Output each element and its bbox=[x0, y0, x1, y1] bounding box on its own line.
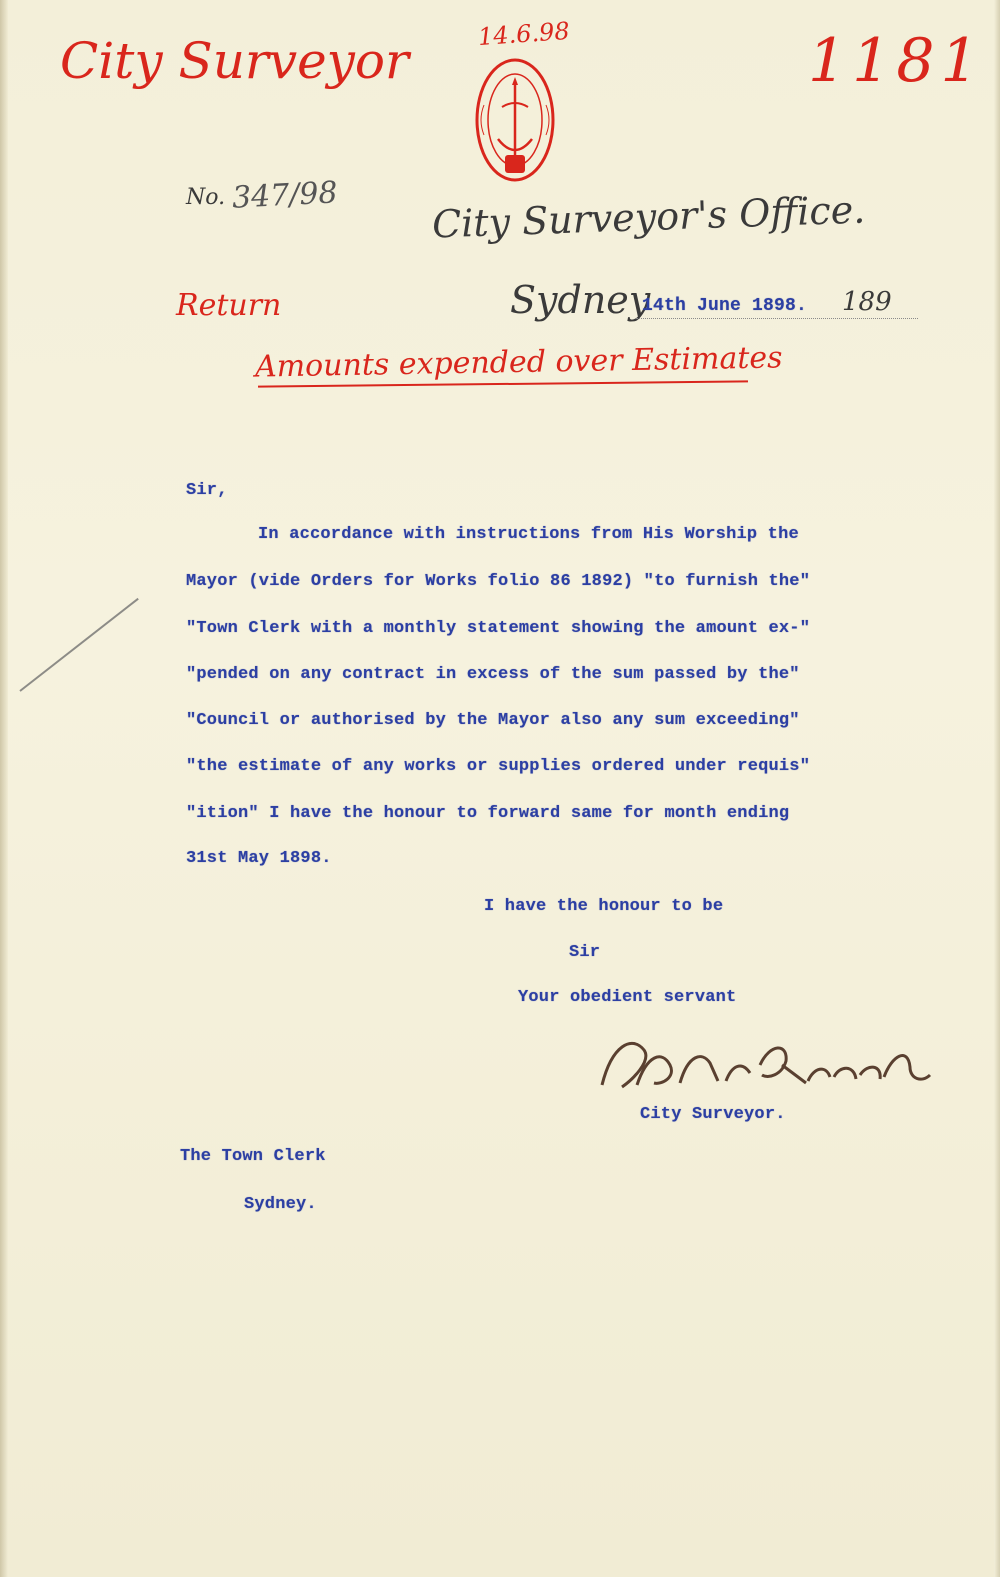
closing-line: I have the honour to be bbox=[484, 897, 724, 916]
body-line: In accordance with instructions from His Worship the bbox=[258, 525, 799, 544]
signatory-title: City Surveyor. bbox=[640, 1105, 786, 1124]
letter-date: 14th June 1898. bbox=[642, 296, 808, 316]
paper-edge-left bbox=[0, 0, 8, 1577]
body-line: Mayor (vide Orders for Works folio 86 1892) "to furnish the" bbox=[186, 572, 811, 591]
file-number-annotation: 1181 bbox=[808, 26, 985, 96]
municipal-council-seal-icon bbox=[474, 55, 556, 185]
printed-year: 189 bbox=[842, 287, 892, 317]
subject-annotation-line1: Return bbox=[176, 288, 282, 323]
date-received-annotation: 14.6.98 bbox=[477, 16, 571, 52]
body-line: "pended on any contract in excess of the sum passed by the" bbox=[186, 665, 800, 684]
subject-annotation-line2: Amounts expended over Estimates bbox=[254, 340, 783, 385]
department-annotation: City Surveyor bbox=[60, 32, 409, 90]
salutation: Sir, bbox=[186, 481, 228, 500]
date-rule bbox=[636, 318, 918, 319]
addressee-name: The Town Clerk bbox=[180, 1147, 326, 1166]
closing-sir: Sir bbox=[569, 943, 601, 962]
city-heading: Sydney bbox=[510, 278, 651, 322]
addressee-city: Sydney. bbox=[244, 1195, 317, 1214]
office-heading: City Surveyor's Office. bbox=[431, 187, 866, 247]
number-prefix: No. bbox=[186, 185, 226, 210]
letter-number: 347/98 bbox=[231, 175, 339, 216]
body-line: "ition" I have the honour to forward same for month ending bbox=[186, 804, 790, 823]
signature-icon bbox=[592, 1025, 937, 1105]
body-line: "Council or authorised by the Mayor also any sum exceeding" bbox=[186, 711, 800, 730]
body-line: 31st May 1898. bbox=[186, 849, 332, 868]
body-line: "Town Clerk with a monthly statement showing the amount ex-" bbox=[186, 619, 811, 638]
paper-edge-right bbox=[994, 0, 1000, 1577]
body-line: "the estimate of any works or supplies ordered under requis" bbox=[186, 757, 811, 776]
closing-servant: Your obedient servant bbox=[518, 988, 737, 1007]
pencil-mark bbox=[19, 598, 138, 692]
